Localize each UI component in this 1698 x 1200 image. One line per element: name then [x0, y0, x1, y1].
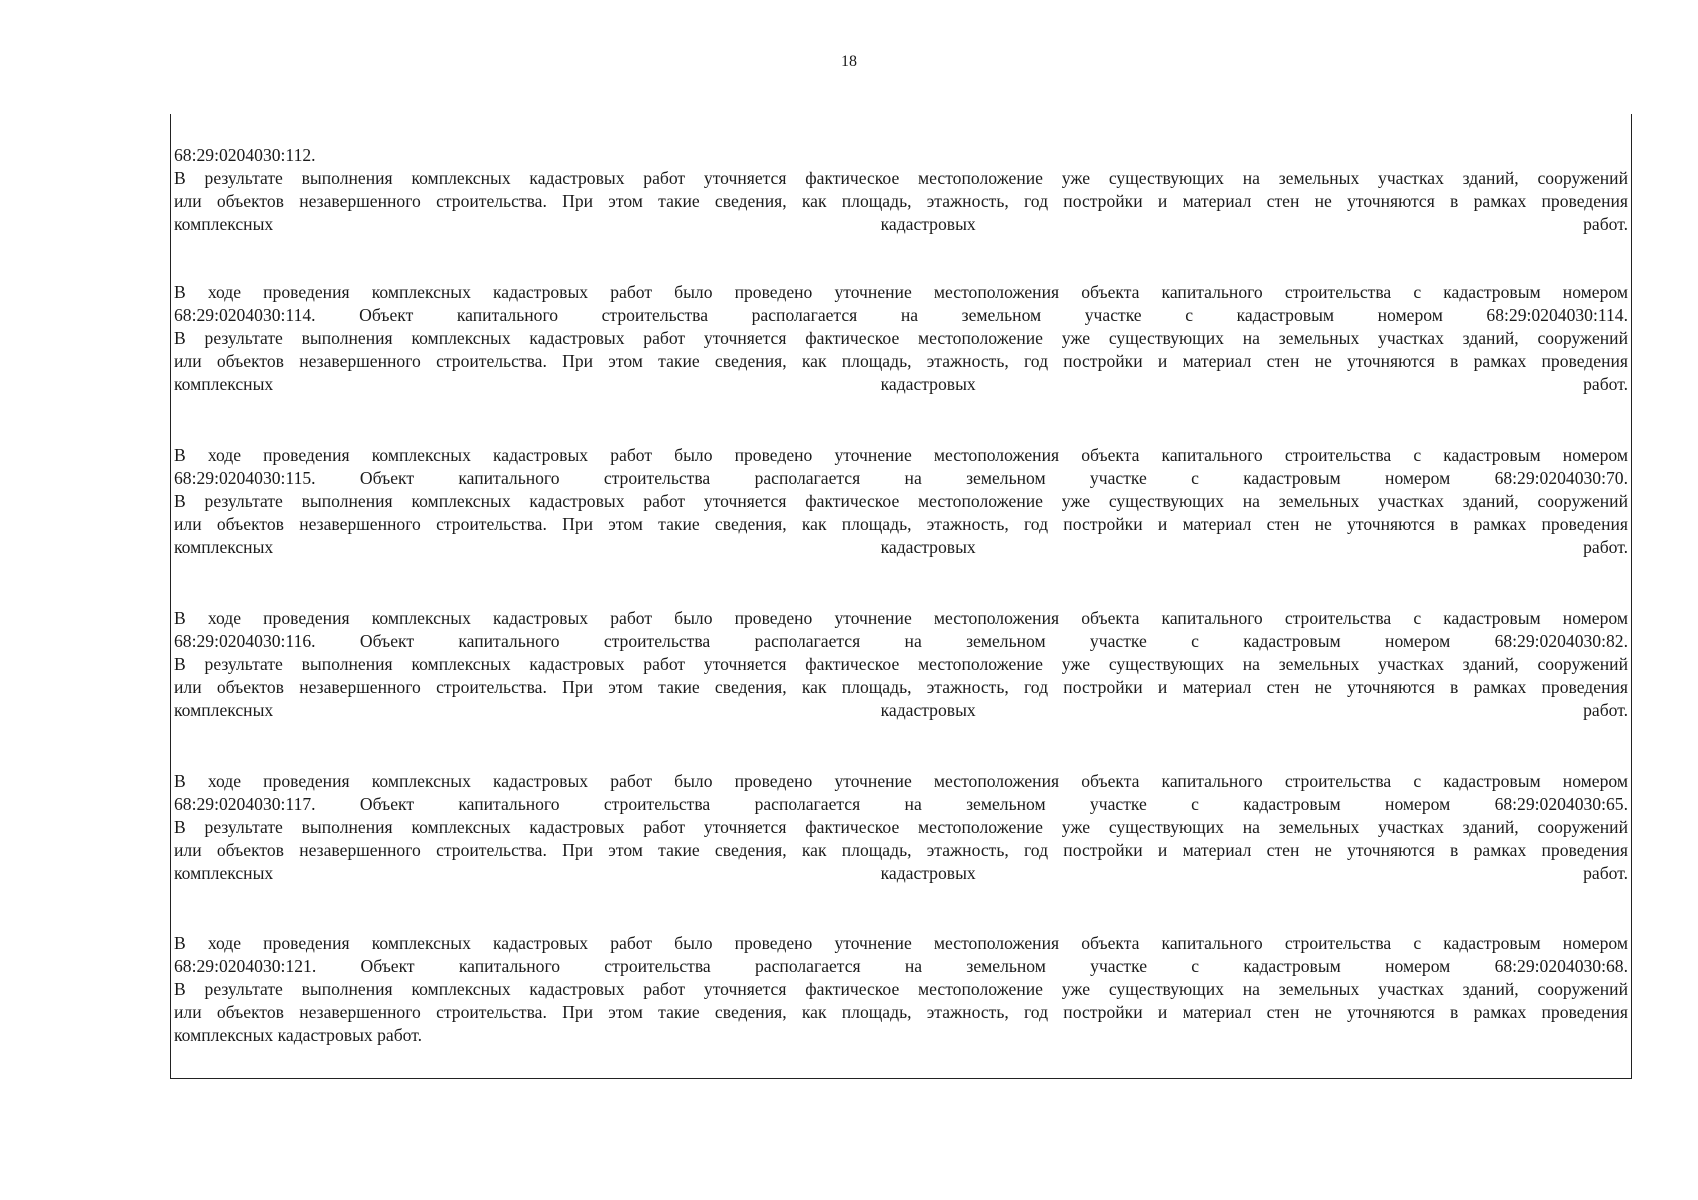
text-line: В ходе проведения комплексных кадастровых работ было проведено уточнение местоположения объекта капитального строительства с кадастровым номером	[174, 282, 1628, 302]
text-line: В результате выполнения комплексных кадастровых работ уточняется фактическое местоположение уже существующих на земельных участках зданий, сооружений	[174, 979, 1628, 999]
page-number: 18	[841, 53, 857, 70]
text-line: 68:29:0204030:112.	[174, 145, 316, 165]
text-line: комплексных кадастровых работ.	[174, 537, 1628, 557]
text-line: 68:29:0204030:117. Объект капитального строительства располагается на земельном участке с кадастровым номером 68:29:0204030:65.	[174, 794, 1628, 814]
text-line: В результате выполнения комплексных кадастровых работ уточняется фактическое местоположение уже существующих на земельных участках зданий, сооружений	[174, 328, 1628, 348]
text-line: В ходе проведения комплексных кадастровых работ было проведено уточнение местоположения объекта капитального строительства с кадастровым номером	[174, 445, 1628, 465]
text-line: В ходе проведения комплексных кадастровых работ было проведено уточнение местоположения объекта капитального строительства с кадастровым номером	[174, 771, 1628, 791]
text-line: или объектов незавершенного строительства. При этом такие сведения, как площадь, этажность, год постройки и материал стен не уточняются в рамках проведения	[174, 1002, 1628, 1022]
text-line: или объектов незавершенного строительства. При этом такие сведения, как площадь, этажность, год постройки и материал стен не уточняются в рамках проведения	[174, 351, 1628, 371]
text-line: 68:29:0204030:116. Объект капитального строительства располагается на земельном участке с кадастровым номером 68:29:0204030:82.	[174, 631, 1628, 651]
text-line: или объектов незавершенного строительства. При этом такие сведения, как площадь, этажность, год постройки и материал стен не уточняются в рамках проведения	[174, 514, 1628, 534]
text-line: комплексных кадастровых работ.	[174, 214, 1628, 234]
text-line: 68:29:0204030:114. Объект капитального строительства располагается на земельном участке с кадастровым номером 68:29:0204030:114.	[174, 305, 1628, 325]
text-line: или объектов незавершенного строительства. При этом такие сведения, как площадь, этажность, год постройки и материал стен не уточняются в рамках проведения	[174, 677, 1628, 697]
text-line: В ходе проведения комплексных кадастровых работ было проведено уточнение местоположения объекта капитального строительства с кадастровым номером	[174, 608, 1628, 628]
text-line: комплексных кадастровых работ.	[174, 863, 1628, 883]
text-line: 68:29:0204030:115. Объект капитального строительства располагается на земельном участке с кадастровым номером 68:29:0204030:70.	[174, 468, 1628, 488]
text-line: комплексных кадастровых работ.	[174, 374, 1628, 394]
text-line: комплексных кадастровых работ.	[174, 1025, 422, 1045]
text-line: 68:29:0204030:121. Объект капитального строительства располагается на земельном участке с кадастровым номером 68:29:0204030:68.	[174, 956, 1628, 976]
text-line: В результате выполнения комплексных кадастровых работ уточняется фактическое местоположение уже существующих на земельных участках зданий, сооружений	[174, 817, 1628, 837]
text-line: комплексных кадастровых работ.	[174, 700, 1628, 720]
text-line: В результате выполнения комплексных кадастровых работ уточняется фактическое местоположение уже существующих на земельных участках зданий, сооружений	[174, 654, 1628, 674]
text-line: В результате выполнения комплексных кадастровых работ уточняется фактическое местоположение уже существующих на земельных участках зданий, сооружений	[174, 168, 1628, 188]
text-line: или объектов незавершенного строительства. При этом такие сведения, как площадь, этажность, год постройки и материал стен не уточняются в рамках проведения	[174, 840, 1628, 860]
text-line: или объектов незавершенного строительства. При этом такие сведения, как площадь, этажность, год постройки и материал стен не уточняются в рамках проведения	[174, 191, 1628, 211]
text-line: В результате выполнения комплексных кадастровых работ уточняется фактическое местоположение уже существующих на земельных участках зданий, сооружений	[174, 491, 1628, 511]
text-line: В ходе проведения комплексных кадастровых работ было проведено уточнение местоположения объекта капитального строительства с кадастровым номером	[174, 933, 1628, 953]
document-frame	[170, 114, 1632, 1079]
